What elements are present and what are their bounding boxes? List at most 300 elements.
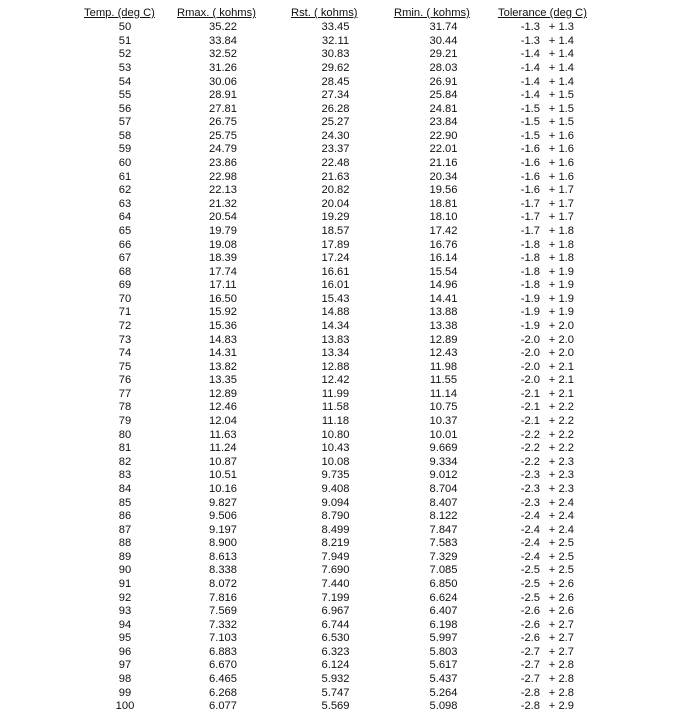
table-row — [84, 632, 604, 646]
tolerance-high: + 2.7 — [548, 618, 574, 631]
tolerance-high: + 2.0 — [548, 320, 574, 332]
cell-tolerance — [496, 306, 604, 320]
cell-rst: 24.30 — [321, 129, 350, 142]
tolerance-low: -1.6 — [520, 170, 540, 183]
cell-temp: 93 — [118, 605, 132, 618]
cell-rmax: 21.32 — [209, 197, 237, 210]
tolerance-low: -2.2 — [520, 455, 540, 468]
cell-rst: 19.29 — [321, 211, 350, 224]
tolerance-low: -2.5 — [520, 564, 540, 577]
tolerance-high: + 2.0 — [548, 347, 574, 360]
cell-rmin: 18.81 — [429, 197, 458, 210]
cell-temp: 67 — [118, 252, 132, 265]
cell-tolerance — [496, 293, 604, 307]
tolerance-low: -1.8 — [520, 265, 540, 278]
cell-rst: 7.199 — [321, 591, 350, 604]
table-row — [84, 523, 604, 537]
cell-rst: 8.499 — [321, 523, 350, 536]
tolerance-high: + 1.7 — [548, 197, 574, 210]
cell-rmax: 7.569 — [209, 605, 237, 618]
cell-rmax: 6.670 — [209, 659, 237, 672]
thermistor-resistance-table — [84, 6, 604, 713]
table-row — [84, 211, 604, 225]
tolerance-high: + 1.3 — [548, 21, 574, 34]
cell-tolerance — [496, 388, 604, 402]
cell-tolerance — [496, 401, 604, 415]
tolerance-high: + 1.7 — [548, 211, 574, 224]
cell-rmax: 9.827 — [209, 496, 237, 509]
cell-rmax: 12.89 — [209, 387, 237, 400]
cell-temp: 80 — [118, 428, 132, 441]
cell-rmax: 8.900 — [209, 537, 237, 550]
cell-temp: 92 — [118, 591, 132, 604]
table-row — [84, 333, 604, 347]
cell-tolerance — [496, 130, 604, 144]
tolerance-high: + 1.5 — [548, 89, 574, 102]
cell-rmax: 35.22 — [209, 21, 237, 34]
tolerance-low: -1.5 — [520, 116, 540, 129]
table-row — [84, 238, 604, 252]
cell-rmin: 5.264 — [429, 686, 458, 699]
table-body — [84, 21, 604, 713]
cell-tolerance — [496, 578, 604, 592]
cell-tolerance — [496, 537, 604, 551]
tolerance-high: + 2.7 — [548, 632, 574, 645]
cell-rmax: 27.81 — [209, 102, 237, 115]
cell-temp: 55 — [118, 89, 132, 102]
cell-rst: 20.04 — [321, 197, 350, 210]
tolerance-high: + 2.8 — [548, 673, 574, 686]
tolerance-low: -1.5 — [520, 129, 540, 142]
table-row — [84, 143, 604, 157]
cell-tolerance — [496, 252, 604, 266]
table-row — [84, 21, 604, 35]
tolerance-low: -2.3 — [520, 482, 540, 495]
cell-rst: 28.45 — [321, 75, 350, 88]
cell-rmin: 19.56 — [429, 184, 458, 197]
cell-rmin: 13.88 — [429, 306, 458, 319]
cell-temp: 72 — [118, 320, 132, 332]
cell-temp: 84 — [118, 482, 132, 495]
cell-rmax: 7.332 — [209, 618, 237, 631]
cell-rmax: 15.92 — [209, 306, 237, 319]
table-row — [84, 442, 604, 456]
tolerance-low: -2.0 — [520, 374, 540, 387]
tolerance-low: -2.1 — [520, 401, 540, 414]
cell-tolerance — [496, 184, 604, 198]
cell-rst: 10.80 — [321, 428, 350, 441]
tolerance-low: -2.1 — [520, 415, 540, 428]
cell-rmax: 6.883 — [209, 645, 237, 658]
header-tolerance: Tolerance (deg C) — [498, 7, 587, 19]
cell-temp: 73 — [118, 333, 132, 346]
cell-tolerance — [496, 211, 604, 225]
tolerance-low: -1.9 — [520, 306, 540, 319]
tolerance-low: -1.5 — [520, 102, 540, 115]
table-row — [84, 388, 604, 402]
cell-rst: 11.58 — [321, 401, 350, 414]
cell-rmin: 18.10 — [429, 211, 458, 224]
cell-rst: 9.735 — [321, 469, 350, 482]
cell-rmax: 31.26 — [209, 62, 237, 75]
cell-rmax: 9.506 — [209, 510, 237, 523]
tolerance-high: + 1.9 — [548, 306, 574, 319]
cell-rst: 26.28 — [321, 102, 350, 115]
cell-rmax: 15.36 — [209, 320, 237, 332]
tolerance-high: + 1.8 — [548, 238, 574, 251]
table-row — [84, 306, 604, 320]
cell-rmin: 5.803 — [429, 645, 458, 658]
cell-rmax: 13.35 — [209, 374, 237, 387]
cell-rmax: 10.16 — [209, 482, 237, 495]
cell-rst: 18.57 — [321, 224, 350, 237]
tolerance-high: + 1.4 — [548, 34, 574, 47]
table-row — [84, 483, 604, 497]
cell-tolerance — [496, 143, 604, 157]
cell-rst: 11.18 — [321, 415, 350, 428]
header-row — [84, 6, 604, 21]
table-row — [84, 102, 604, 116]
cell-rmin: 13.38 — [429, 320, 458, 332]
cell-tolerance — [496, 279, 604, 293]
cell-temp: 56 — [118, 102, 132, 115]
cell-tolerance — [496, 198, 604, 212]
cell-rmin: 14.41 — [429, 292, 458, 305]
tolerance-low: -1.8 — [520, 238, 540, 251]
cell-rst: 15.43 — [321, 292, 350, 305]
cell-rmin: 11.98 — [429, 360, 458, 373]
tolerance-high: + 2.9 — [548, 700, 574, 713]
cell-tolerance — [496, 62, 604, 76]
cell-rmax: 17.74 — [209, 265, 237, 278]
tolerance-high: + 1.9 — [548, 279, 574, 292]
cell-rst: 20.82 — [321, 184, 350, 197]
tolerance-low: -1.6 — [520, 184, 540, 197]
cell-rst: 6.967 — [321, 605, 350, 618]
cell-temp: 66 — [118, 238, 132, 251]
table-row — [84, 401, 604, 415]
cell-rmax: 30.06 — [209, 75, 237, 88]
cell-tolerance — [496, 632, 604, 646]
cell-rst: 7.949 — [321, 550, 350, 563]
tolerance-high: + 2.8 — [548, 659, 574, 672]
cell-rmin: 6.624 — [429, 591, 458, 604]
tolerance-high: + 2.1 — [548, 374, 574, 387]
tolerance-high: + 1.4 — [548, 62, 574, 75]
cell-rst: 16.61 — [321, 265, 350, 278]
tolerance-low: -1.7 — [520, 197, 540, 210]
cell-temp: 62 — [118, 184, 132, 197]
cell-tolerance — [496, 591, 604, 605]
cell-temp: 60 — [118, 157, 132, 170]
cell-tolerance — [496, 170, 604, 184]
cell-rmax: 12.04 — [209, 415, 237, 428]
tolerance-high: + 2.6 — [548, 591, 574, 604]
cell-temp: 54 — [118, 75, 132, 88]
cell-temp: 98 — [118, 673, 132, 686]
cell-rmax: 17.11 — [209, 279, 237, 292]
cell-tolerance — [496, 35, 604, 49]
cell-rst: 13.34 — [321, 347, 350, 360]
table-row — [84, 659, 604, 673]
cell-rmin: 11.14 — [429, 387, 458, 400]
cell-temp: 82 — [118, 455, 132, 468]
table-row — [84, 360, 604, 374]
tolerance-high: + 2.1 — [548, 387, 574, 400]
cell-rmin: 22.01 — [429, 143, 458, 156]
cell-rmin: 6.198 — [429, 618, 458, 631]
table-row — [84, 456, 604, 470]
tolerance-low: -1.6 — [520, 143, 540, 156]
cell-rmin: 22.90 — [429, 129, 458, 142]
cell-rmin: 29.21 — [429, 48, 458, 61]
tolerance-low: -1.9 — [520, 320, 540, 332]
tolerance-high: + 2.8 — [548, 686, 574, 699]
table-row — [84, 686, 604, 700]
tolerance-high: + 2.2 — [548, 401, 574, 414]
cell-rmax: 7.103 — [209, 632, 237, 645]
cell-rst: 10.43 — [321, 442, 350, 455]
cell-rmax: 13.82 — [209, 360, 237, 373]
cell-rst: 6.744 — [321, 618, 350, 631]
cell-rmin: 9.012 — [429, 469, 458, 482]
cell-tolerance — [496, 374, 604, 388]
cell-temp: 74 — [118, 347, 132, 360]
cell-rmax: 20.54 — [209, 211, 237, 224]
table-row — [84, 35, 604, 49]
tolerance-high: + 2.2 — [548, 415, 574, 428]
table-row — [84, 48, 604, 62]
tolerance-low: -2.4 — [520, 550, 540, 563]
cell-rst: 9.094 — [321, 496, 350, 509]
cell-temp: 68 — [118, 265, 132, 278]
cell-tolerance — [496, 551, 604, 565]
cell-temp: 77 — [118, 387, 132, 400]
tolerance-low: -2.7 — [520, 645, 540, 658]
tolerance-high: + 1.8 — [548, 224, 574, 237]
tolerance-low: -2.7 — [520, 673, 540, 686]
tolerance-low: -1.6 — [520, 157, 540, 170]
cell-temp: 65 — [118, 224, 132, 237]
table-row — [84, 605, 604, 619]
cell-temp: 81 — [118, 442, 132, 455]
tolerance-low: -1.4 — [520, 48, 540, 61]
cell-rst: 12.42 — [321, 374, 350, 387]
tolerance-low: -1.7 — [520, 224, 540, 237]
tolerance-low: -2.1 — [520, 387, 540, 400]
cell-temp: 94 — [118, 618, 132, 631]
cell-rst: 14.88 — [321, 306, 350, 319]
cell-temp: 75 — [118, 360, 132, 373]
tolerance-low: -1.7 — [520, 211, 540, 224]
cell-rmin: 24.81 — [429, 102, 458, 115]
cell-tolerance — [496, 225, 604, 239]
cell-rmin: 6.850 — [429, 577, 458, 590]
tolerance-high: + 2.0 — [548, 333, 574, 346]
cell-rst: 16.01 — [321, 279, 350, 292]
tolerance-high: + 1.6 — [548, 157, 574, 170]
cell-tolerance — [496, 428, 604, 442]
table-row — [84, 428, 604, 442]
tolerance-low: -2.0 — [520, 360, 540, 373]
table-row — [84, 496, 604, 510]
cell-rst: 9.408 — [321, 482, 350, 495]
header-temp: Temp. (deg C) — [84, 7, 155, 19]
cell-rmin: 16.76 — [429, 238, 458, 251]
cell-rmax: 11.24 — [209, 442, 237, 455]
cell-rmax: 24.79 — [209, 143, 237, 156]
cell-rst: 27.34 — [321, 89, 350, 102]
cell-rmax: 6.268 — [209, 686, 237, 699]
cell-rst: 5.747 — [321, 686, 350, 699]
table-row — [84, 116, 604, 130]
cell-rst: 23.37 — [321, 143, 350, 156]
cell-rst: 14.34 — [321, 320, 350, 332]
cell-rmin: 9.669 — [429, 442, 458, 455]
cell-temp: 96 — [118, 645, 132, 658]
tolerance-low: -2.4 — [520, 537, 540, 550]
tolerance-high: + 2.5 — [548, 564, 574, 577]
cell-rst: 25.27 — [321, 116, 350, 129]
cell-rmax: 10.51 — [209, 469, 237, 482]
tolerance-low: -2.7 — [520, 659, 540, 672]
cell-temp: 95 — [118, 632, 132, 645]
tolerance-low: -2.2 — [520, 428, 540, 441]
tolerance-high: + 1.9 — [548, 265, 574, 278]
cell-tolerance — [496, 320, 604, 334]
table-row — [84, 510, 604, 524]
table-row — [84, 591, 604, 605]
cell-rst: 12.88 — [321, 360, 350, 373]
tolerance-low: -2.4 — [520, 510, 540, 523]
cell-rmin: 21.16 — [429, 157, 458, 170]
table-row — [84, 646, 604, 660]
cell-rmin: 10.01 — [429, 428, 458, 441]
tolerance-low: -1.9 — [520, 292, 540, 305]
cell-rmax: 22.13 — [209, 184, 237, 197]
table-header — [84, 6, 604, 21]
cell-rmin: 30.44 — [429, 34, 458, 47]
cell-rst: 7.690 — [321, 564, 350, 577]
cell-rmin: 31.74 — [429, 21, 458, 34]
cell-rmin: 11.55 — [429, 374, 458, 387]
cell-rmin: 20.34 — [429, 170, 458, 183]
cell-rmin: 23.84 — [429, 116, 458, 129]
cell-rmax: 8.613 — [209, 550, 237, 563]
table-row — [84, 564, 604, 578]
cell-tolerance — [496, 523, 604, 537]
cell-tolerance — [496, 605, 604, 619]
cell-rst: 10.08 — [321, 455, 350, 468]
table-row — [84, 265, 604, 279]
tolerance-high: + 1.5 — [548, 102, 574, 115]
tolerance-high: + 1.6 — [548, 129, 574, 142]
cell-tolerance — [496, 265, 604, 279]
cell-rmax: 28.91 — [209, 89, 237, 102]
table-row — [84, 89, 604, 103]
cell-rst: 5.569 — [321, 700, 350, 713]
cell-temp: 76 — [118, 374, 132, 387]
cell-tolerance — [496, 347, 604, 361]
cell-temp: 83 — [118, 469, 132, 482]
cell-temp: 99 — [118, 686, 132, 699]
tolerance-high: + 2.7 — [548, 645, 574, 658]
tolerance-low: -2.4 — [520, 523, 540, 536]
cell-tolerance — [496, 496, 604, 510]
cell-temp: 58 — [118, 129, 132, 142]
cell-rmax: 8.338 — [209, 564, 237, 577]
tolerance-high: + 2.4 — [548, 496, 574, 509]
tolerance-high: + 1.6 — [548, 143, 574, 156]
tolerance-high: + 2.6 — [548, 577, 574, 590]
table-row — [84, 618, 604, 632]
cell-rst: 32.11 — [321, 34, 350, 47]
cell-rmax: 22.98 — [209, 170, 237, 183]
tolerance-high: + 2.3 — [548, 469, 574, 482]
cell-rmin: 28.03 — [429, 62, 458, 75]
cell-tolerance — [496, 673, 604, 687]
cell-rst: 33.45 — [321, 21, 350, 34]
cell-rmax: 33.84 — [209, 34, 237, 47]
tolerance-high: + 2.4 — [548, 510, 574, 523]
table-row — [84, 578, 604, 592]
tolerance-low: -1.8 — [520, 279, 540, 292]
tolerance-low: -2.3 — [520, 469, 540, 482]
tolerance-low: -2.5 — [520, 577, 540, 590]
tolerance-low: -2.6 — [520, 632, 540, 645]
cell-temp: 86 — [118, 510, 132, 523]
cell-tolerance — [496, 157, 604, 171]
tolerance-high: + 2.5 — [548, 550, 574, 563]
tolerance-low: -2.2 — [520, 442, 540, 455]
tolerance-high: + 1.5 — [548, 116, 574, 129]
cell-rmin: 7.085 — [429, 564, 458, 577]
cell-temp: 78 — [118, 401, 132, 414]
cell-rst: 6.530 — [321, 632, 350, 645]
cell-rst: 17.24 — [321, 252, 350, 265]
cell-temp: 97 — [118, 659, 132, 672]
cell-rmax: 11.63 — [209, 428, 237, 441]
cell-tolerance — [496, 456, 604, 470]
cell-rmax: 7.816 — [209, 591, 237, 604]
cell-tolerance — [496, 442, 604, 456]
cell-rmin: 10.37 — [429, 415, 458, 428]
tolerance-high: + 2.3 — [548, 455, 574, 468]
cell-rmin: 12.89 — [429, 333, 458, 346]
cell-tolerance — [496, 21, 604, 35]
table-row — [84, 320, 604, 334]
cell-rmin: 8.704 — [429, 482, 458, 495]
cell-rmin: 6.407 — [429, 605, 458, 618]
cell-tolerance — [496, 116, 604, 130]
cell-rst: 29.62 — [321, 62, 350, 75]
cell-rst: 13.83 — [321, 333, 350, 346]
cell-rst: 22.48 — [321, 157, 350, 170]
cell-rmax: 23.86 — [209, 157, 237, 170]
header-rmin: Rmin. ( kohms) — [394, 7, 470, 19]
cell-rmin: 5.617 — [429, 659, 458, 672]
cell-temp: 59 — [118, 143, 132, 156]
cell-tolerance — [496, 333, 604, 347]
cell-rmax: 14.83 — [209, 333, 237, 346]
cell-rst: 11.99 — [321, 387, 350, 400]
cell-rmin: 8.122 — [429, 510, 458, 523]
tolerance-low: -1.3 — [520, 21, 540, 34]
table-row — [84, 62, 604, 76]
cell-rmax: 26.75 — [209, 116, 237, 129]
cell-rmin: 10.75 — [429, 401, 458, 414]
tolerance-low: -2.0 — [520, 333, 540, 346]
